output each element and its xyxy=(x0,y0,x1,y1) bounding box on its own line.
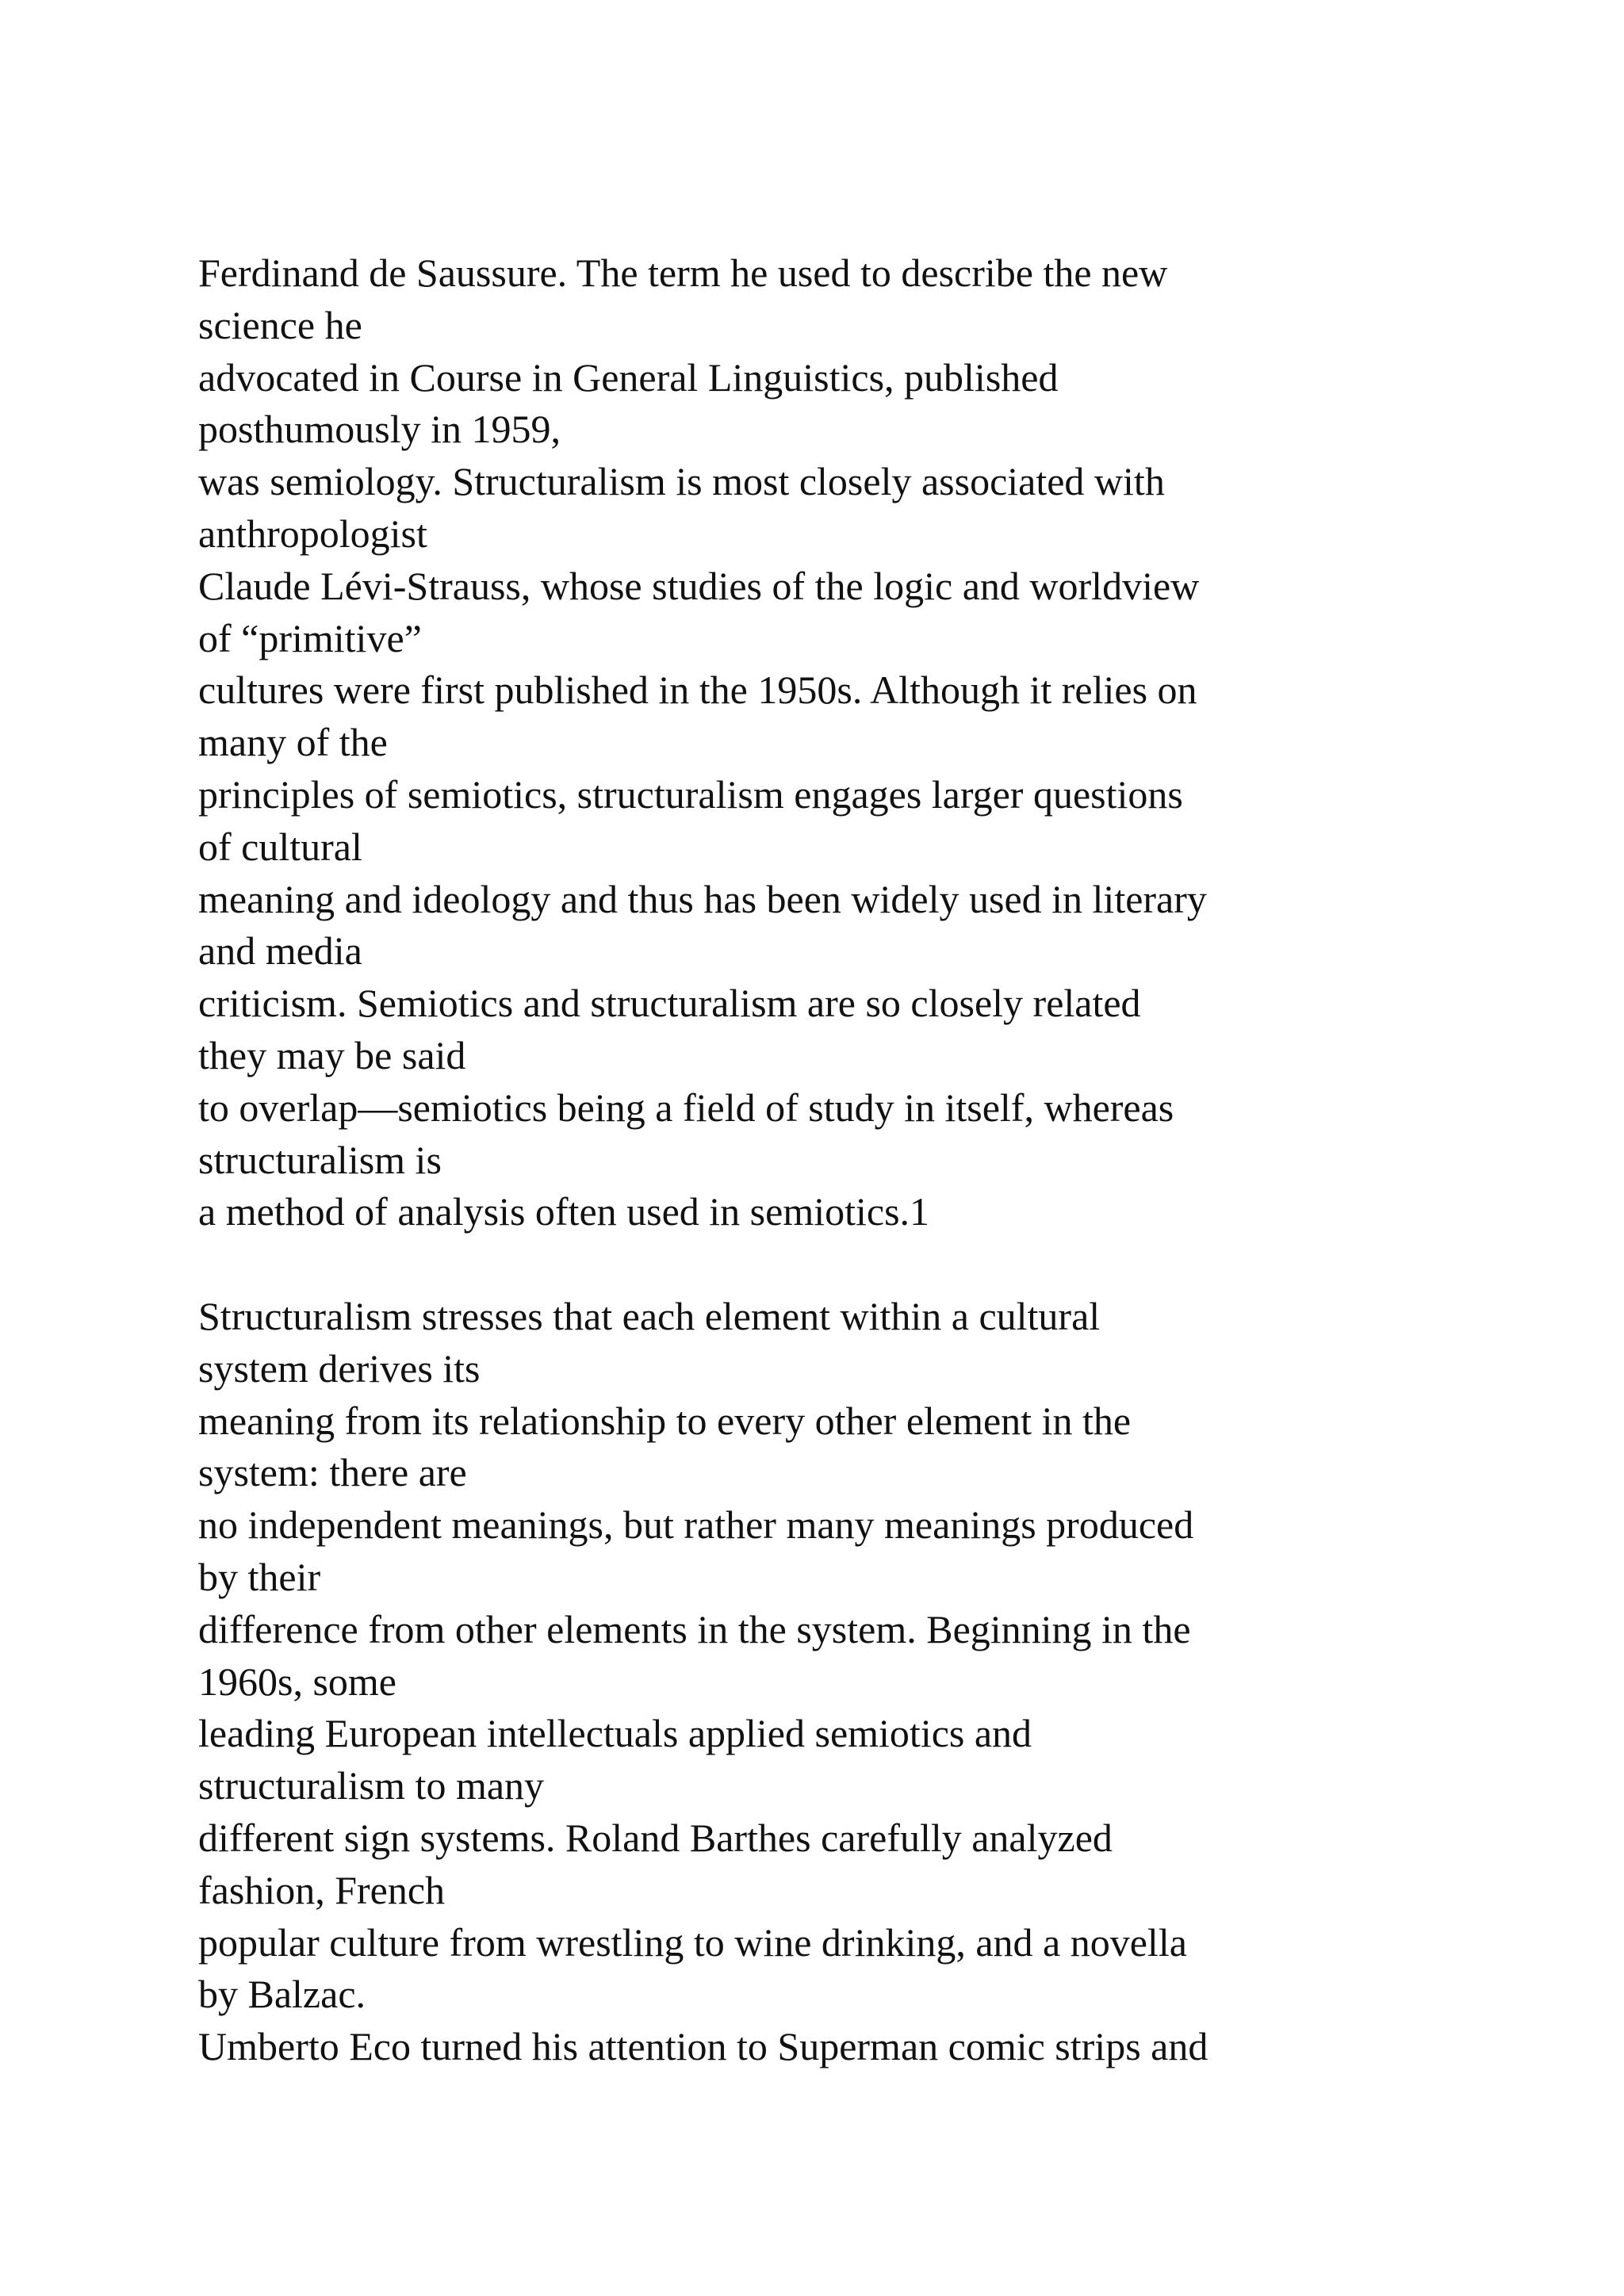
text-line: anthropologist xyxy=(198,511,427,556)
text-line: cultures were first published in the 1950s. Although it relies on xyxy=(198,668,1197,713)
text-line: they may be said xyxy=(198,1032,466,1077)
text-line: meaning and ideology and thus has been widely used in literary xyxy=(198,876,1207,921)
text-line: structuralism is xyxy=(198,1137,442,1182)
text-line: by Balzac. xyxy=(198,1972,366,2017)
text-line: no independent meanings, but rather many meanings produced xyxy=(198,1502,1194,1548)
text-line: principles of semiotics, structuralism engages larger questions xyxy=(198,771,1183,817)
text-line: Umberto Eco turned his attention to Superman comic strips and xyxy=(198,2024,1208,2069)
text-line: a method of analysis often used in semiotics.1 xyxy=(198,1189,930,1234)
text-line: posthumously in 1959, xyxy=(198,407,561,452)
text-line: different sign systems. Roland Barthes carefully analyzed xyxy=(198,1815,1113,1860)
text-line: difference from other elements in the system. Beginning in the xyxy=(198,1606,1191,1651)
text-line: 1960s, some xyxy=(198,1659,396,1704)
paragraph-1 xyxy=(198,247,1435,1238)
text-line: to overlap—semiotics being a field of study in itself, whereas xyxy=(198,1085,1174,1130)
text-line: structuralism to many xyxy=(198,1763,545,1808)
text-line: of cultural xyxy=(198,824,362,869)
paragraph-gap xyxy=(198,1238,1435,1291)
text-line: Structuralism stresses that each element within a cultural xyxy=(198,1293,1101,1338)
text-line: many of the xyxy=(198,720,388,765)
text-line: Ferdinand de Saussure. The term he used to describe the new xyxy=(198,251,1168,295)
body-text xyxy=(198,247,1435,2073)
text-line: and media xyxy=(198,928,362,974)
paragraph-2 xyxy=(198,1291,1435,2073)
text-line: science he xyxy=(198,302,362,347)
text-line: by their xyxy=(198,1554,321,1599)
text-line: criticism. Semiotics and structuralism are so closely related xyxy=(198,981,1141,1026)
text-line: was semiology. Structuralism is most closely associated with xyxy=(198,459,1165,504)
text-line: system derives its xyxy=(198,1345,481,1391)
text-line: popular culture from wrestling to wine drinking, and a novella xyxy=(198,1919,1187,1965)
text-line: system: there are xyxy=(198,1450,467,1495)
text-line: Claude Lévi-Strauss, whose studies of the logic and worldview xyxy=(198,563,1200,608)
text-line: of “primitive” xyxy=(198,615,422,660)
text-line: meaning from its relationship to every other element in the xyxy=(198,1398,1132,1443)
text-line: leading European intellectuals applied semiotics and xyxy=(198,1711,1032,1756)
text-line: advocated in Course in General Linguistics, published xyxy=(198,354,1059,400)
text-line: fashion, French xyxy=(198,1867,446,1912)
